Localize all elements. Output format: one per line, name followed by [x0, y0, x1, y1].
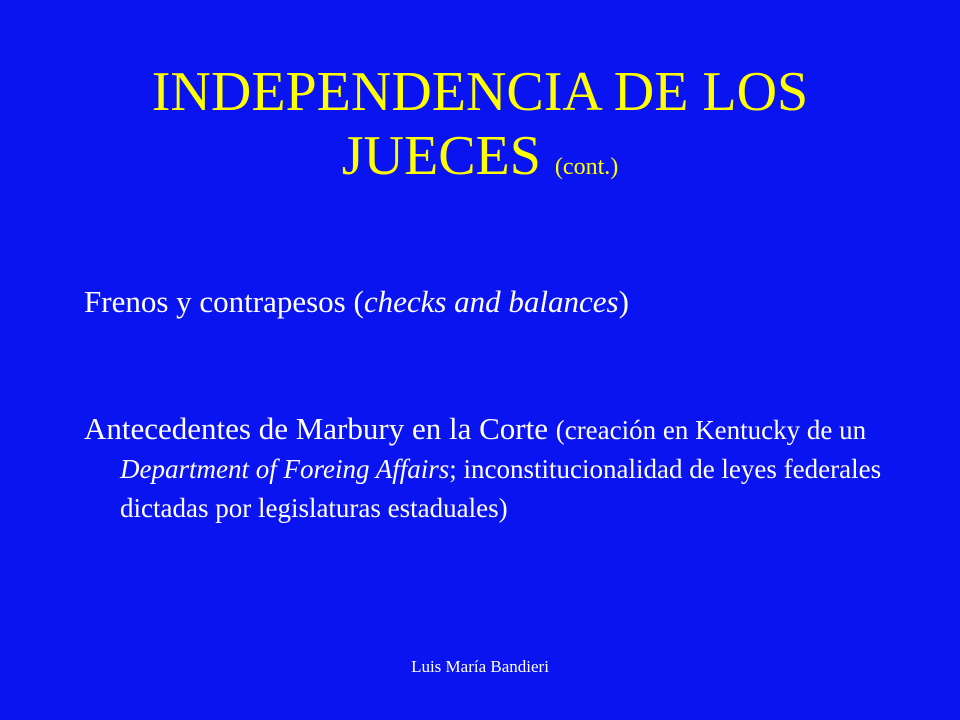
paragraph-checks-balances — [84, 283, 884, 320]
p1-italic: checks and balances — [363, 284, 619, 319]
p1-text: Frenos y contrapesos ( — [84, 284, 364, 319]
title-line-2: JUECES — [341, 125, 541, 187]
p2-small-end: ; inconstitucionalidad de leyes federales dictadas por legislaturas estaduales) — [120, 454, 882, 523]
footer-author: Luis María Bandieri — [411, 657, 549, 676]
paragraph-marbury — [84, 410, 920, 527]
title-line-1: INDEPENDENCIA DE LOS — [151, 61, 809, 123]
p2-italic: Department of Foreing Affairs — [120, 454, 450, 484]
p1-end: ) — [618, 284, 629, 319]
title-suffix: (cont.) — [554, 154, 619, 180]
slide-title — [0, 60, 960, 199]
p2-small-start: (creación en Kentucky de un — [555, 415, 867, 445]
p2-text: Antecedentes de Marbury en la Corte — [84, 411, 556, 446]
